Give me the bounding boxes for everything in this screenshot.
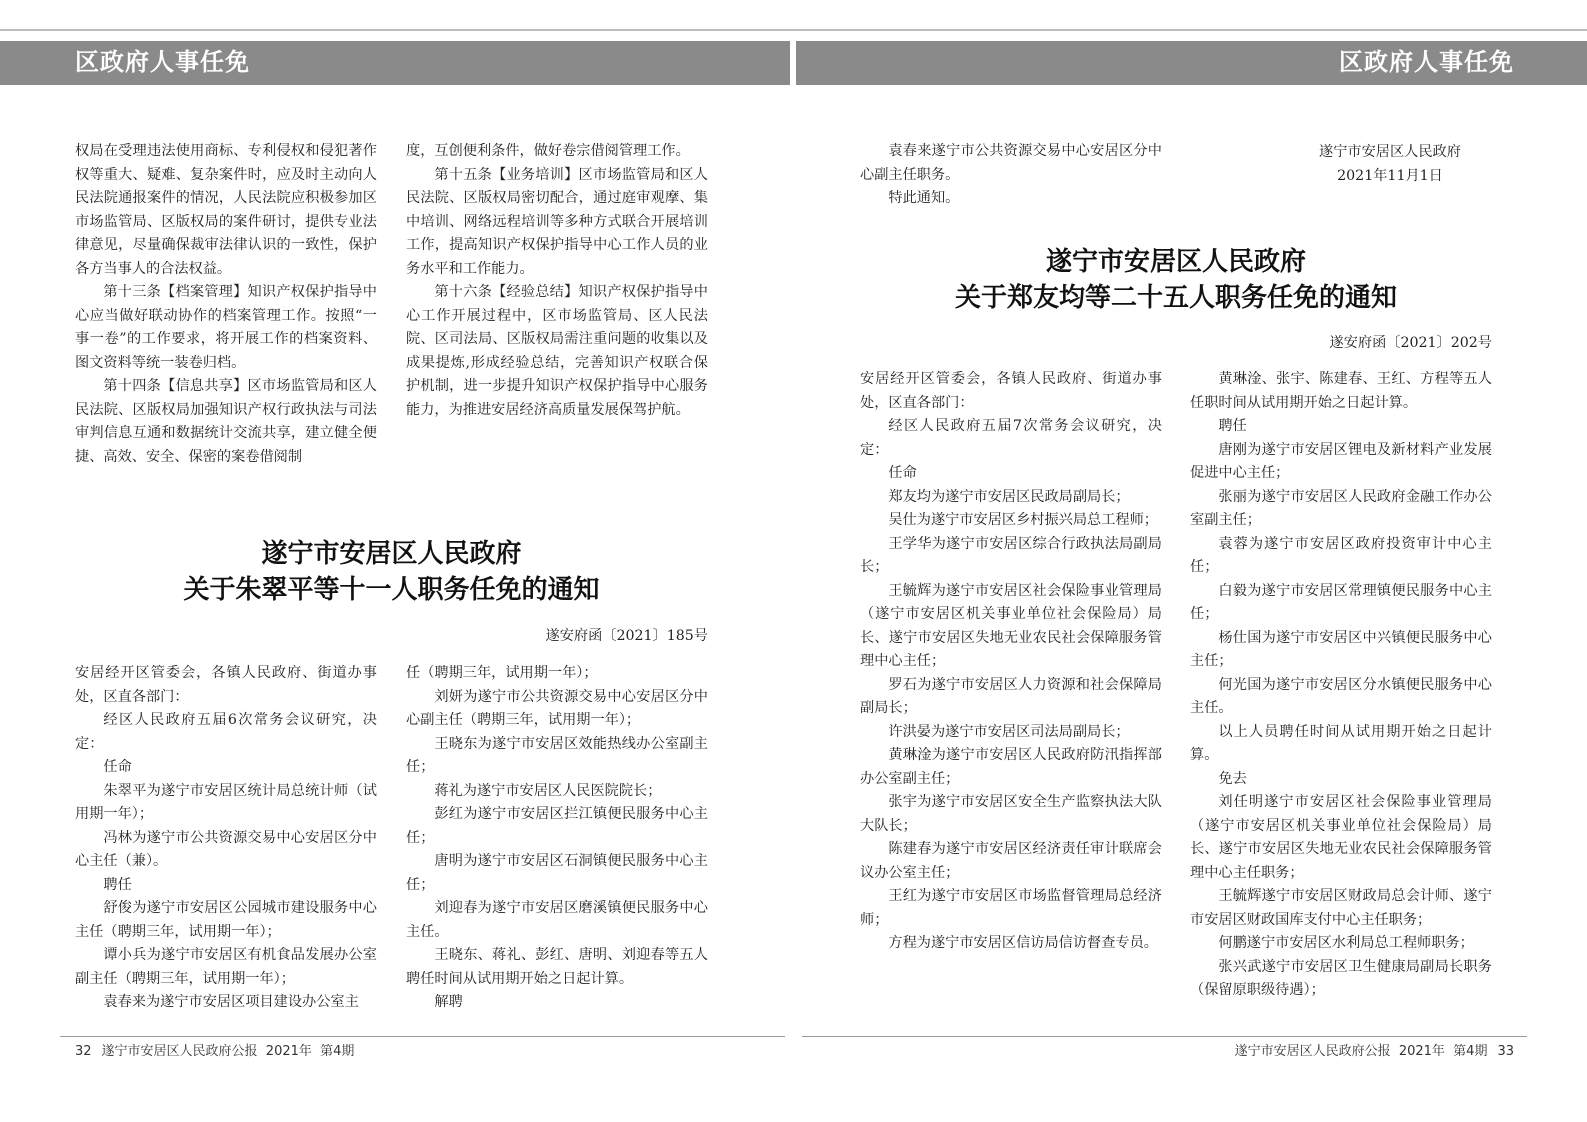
paragraph: 袁春来为遂宁市安居区项目建设办公室主	[103, 994, 359, 1010]
signer-block	[1290, 140, 1490, 188]
paragraph: 度，互创便利条件，做好卷宗借阅管理工作。	[406, 143, 690, 159]
signer-org: 遂宁市安居区人民政府	[1319, 144, 1461, 160]
paragraph: 特此通知。	[888, 190, 960, 206]
paragraph: 陈建春为遂宁市安居区经济责任审计联席会议办公室主任；	[860, 841, 1162, 881]
footer-publication-left: 遂宁市安居区人民政府公报 2021年 第4期	[101, 1044, 355, 1059]
paragraph: 第十五条【业务培训】区市场监管局和区人民法院、区版权局密切配合，通过庭审观摩、集中培训、网络远程培训等多种方式联合开展培训工作，提高知识产权保护指导中心工作人员的业务水平和工作能力。	[406, 166, 708, 277]
footer-left	[75, 1043, 354, 1061]
paragraph: 方程为遂宁市安居区信访局信访督查专员。	[888, 935, 1158, 951]
paragraph: 王毓辉遂宁市安居区财政局总会计师、遂宁市安居区财政国库支付中心主任职务；	[1190, 888, 1492, 928]
left-doc-title-line2: 关于朱翠平等十一人职务任免的通知	[183, 575, 600, 605]
paragraph: 唐刚为遂宁市安居区锂电及新材料产业发展促进中心主任；	[1190, 441, 1492, 481]
signer-date: 2021年11月1日	[1337, 168, 1443, 184]
paragraph: 郑友均为遂宁市安居区民政局副局长；	[888, 488, 1130, 505]
page-number-left: 32	[75, 1044, 92, 1059]
paragraph: 任命	[103, 759, 132, 775]
paragraph: 袁春来遂宁市公共资源交易中心安居区分中心副主任职务。	[860, 143, 1162, 183]
right-doc-title-line1: 遂宁市安居区人民政府	[1045, 247, 1306, 277]
top-rule	[0, 29, 1587, 31]
paragraph: 吴仕为遂宁市安居区乡村振兴局总工程师；	[888, 512, 1158, 528]
section-title-left: 区政府人事任免	[75, 48, 250, 76]
right-doc-title-line2: 关于郑友均等二十五人职务任免的通知	[954, 283, 1397, 313]
right-page-column1-top	[860, 140, 1162, 211]
paragraph: 张宇为遂宁市安居区安全生产监察执法大队大队长；	[860, 794, 1162, 834]
paragraph: 经区人民政府五届7次常务会议研究，决定：	[860, 418, 1162, 458]
footer-publication-right: 遂宁市安居区人民政府公报 2021年 第4期	[1234, 1044, 1488, 1059]
paragraph: 白毅为遂宁市安居区常理镇便民服务中心主任；	[1190, 582, 1492, 622]
paragraph: 第十四条【信息共享】区市场监管局和区人民法院、区版权局加强知识产权行政执法与司法审判信息互通和数据统计交流共享，建立健全便捷、高效、安全、保密的案卷借阅制	[75, 378, 377, 465]
right-page-column2-bottom	[1190, 368, 1492, 1003]
paragraph: 刘迎春为遂宁市安居区磨溪镇便民服务中心主任。	[406, 900, 708, 940]
paragraph: 袁蓉为遂宁市安居区政府投资审计中心主任；	[1190, 535, 1492, 575]
paragraph: 聘任	[1218, 418, 1247, 434]
paragraph: 何光国为遂宁市安居区分水镇便民服务中心主任。	[1190, 676, 1492, 716]
paragraph: 谭小兵为遂宁市安居区有机食品发展办公室副主任（聘期三年，试用期一年）；	[75, 947, 377, 987]
paragraph: 杨仕国为遂宁市安居区中兴镇便民服务中心主任；	[1190, 629, 1492, 669]
paragraph: 何鹏遂宁市安居区水利局总工程师职务；	[1218, 935, 1474, 951]
footer-right	[1235, 1043, 1514, 1061]
paragraph: 安居经开区管委会，各镇人民政府、街道办事处，区直各部门：	[860, 371, 1162, 411]
paragraph: 权局在受理违法使用商标、专利侵权和侵犯著作权等重大、疑难、复杂案件时，应及时主动向人民法院通报案件的情况，人民法院应积极参加区市场监管局、区版权局的案件研讨，提供专业法律意见，尽量确保裁审法律认识的一致性，保护各方当事人的合法权益。	[75, 143, 377, 277]
paragraph: 王晓东、蒋礼、彭红、唐明、刘迎春等五人聘任时间从试用期开始之日起计算。	[406, 947, 708, 987]
paragraph: 张兴武遂宁市安居区卫生健康局副局长职务（保留原职级待遇）；	[1190, 958, 1492, 998]
paragraph: 唐明为遂宁市安居区石洞镇便民服务中心主任；	[406, 853, 708, 893]
paragraph: 彭红为遂宁市安居区拦江镇便民服务中心主任；	[406, 806, 708, 846]
paragraph: 安居经开区管委会，各镇人民政府、街道办事处，区直各部门：	[75, 665, 377, 705]
paragraph: 蒋礼为遂宁市安居区人民医院院长；	[434, 782, 662, 799]
paragraph: 第十三条【档案管理】知识产权保护指导中心应当做好联动协作的档案管理工作。按照“一事一卷”的工作要求，将开展工作的档案资料、图文资料等统一装卷归档。	[75, 284, 377, 371]
paragraph: 王毓辉为遂宁市安居区社会保险事业管理局（遂宁市安居区机关事业单位社会保险局）局长、遂宁市安居区失地无业农民社会保障服务管理中心主任；	[860, 582, 1162, 669]
right-doc-number: 遂安府函〔2021〕202号	[1329, 335, 1492, 351]
paragraph: 刘妍为遂宁市公共资源交易中心安居区分中心副主任（聘期三年，试用期一年）；	[406, 688, 708, 728]
left-doc-number: 遂安府函〔2021〕185号	[545, 628, 708, 644]
paragraph: 第十六条【经验总结】知识产权保护指导中心工作开展过程中，区市场监管局、区人民法院、区司法局、区版权局需注重问题的收集以及成果提炼,形成经验总结，完善知识产权联合保护机制，进一步提升知识产权保护指导中心服务能力，为推进安居经济高质量发展保驾护航。	[406, 284, 708, 418]
paragraph: 解聘	[434, 994, 463, 1010]
paragraph: 冯林为遂宁市公共资源交易中心安居区分中心主任（兼）。	[75, 829, 377, 869]
paragraph: 王学华为遂宁市安居区综合行政执法局副局长；	[860, 535, 1162, 575]
section-title-right: 区政府人事任免	[1339, 48, 1514, 76]
paragraph: 任命	[888, 465, 917, 481]
paragraph: 王晓东为遂宁市安居区效能热线办公室副主任；	[406, 735, 708, 775]
paragraph: 以上人员聘任时间从试用期开始之日起计算。	[1190, 723, 1492, 763]
right-doc-title	[860, 244, 1492, 316]
paragraph: 舒俊为遂宁市安居区公园城市建设服务中心主任（聘期三年，试用期一年）；	[75, 900, 377, 940]
paragraph: 许洪晏为遂宁市安居区司法局副局长；	[888, 723, 1130, 740]
paragraph: 王红为遂宁市安居区市场监督管理局总经济师；	[860, 888, 1162, 928]
right-page-column1-bottom	[860, 368, 1162, 956]
paragraph: 聘任	[103, 876, 132, 893]
paragraph: 张丽为遂宁市安居区人民政府金融工作办公室副主任；	[1190, 488, 1492, 528]
paragraph: 经区人民政府五届6次常务会议研究，决定：	[75, 712, 377, 752]
left-page-column2-bottom	[406, 662, 708, 1015]
paragraph: 刘任明遂宁市安居区社会保险事业管理局（遂宁市安居区机关事业单位社会保险局）局长、遂宁市安居区失地无业农民社会保障服务管理中心主任职务；	[1190, 794, 1492, 881]
left-doc-title-line1: 遂宁市安居区人民政府	[261, 539, 522, 569]
footer-rule-left	[60, 1036, 785, 1037]
left-page-column1-bottom	[75, 662, 377, 1015]
left-doc-title	[75, 536, 708, 608]
paragraph: 任（聘期三年，试用期一年）；	[406, 665, 598, 681]
left-page-column1-top	[75, 140, 377, 469]
paragraph: 黄琳淦、张宇、陈建春、王红、方程等五人任职时间从试用期开始之日起计算。	[1190, 371, 1492, 411]
page-number-right: 33	[1497, 1044, 1514, 1059]
footer-rule-right	[802, 1036, 1527, 1037]
paragraph: 黄琳淦为遂宁市安居区人民政府防汛指挥部办公室副主任；	[860, 747, 1162, 787]
paragraph: 免去	[1218, 770, 1247, 787]
left-page-column2-top	[406, 140, 708, 422]
paragraph: 朱翠平为遂宁市安居区统计局总统计师（试用期一年）；	[75, 782, 377, 822]
paragraph: 罗石为遂宁市安居区人力资源和社会保障局副局长；	[860, 676, 1162, 716]
